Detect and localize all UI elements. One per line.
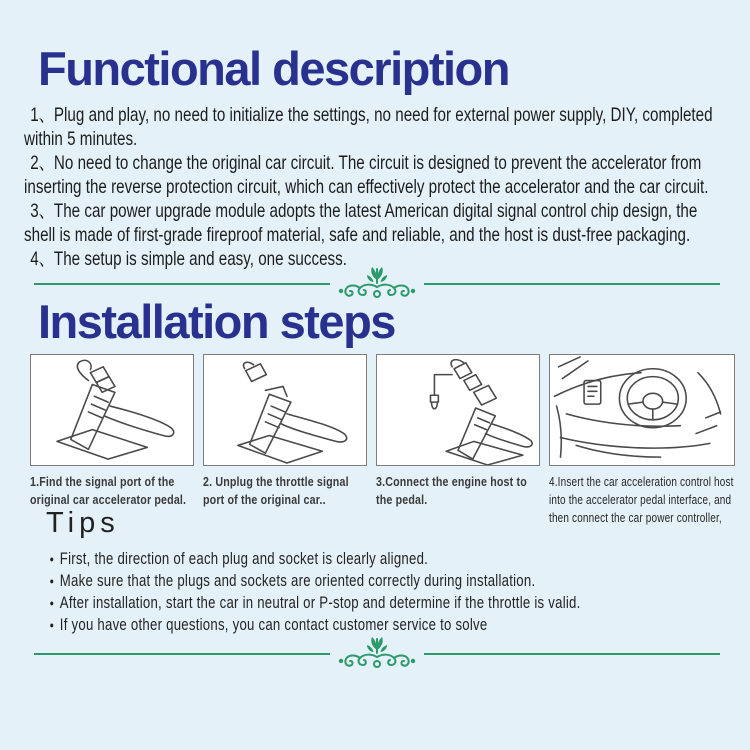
installation-steps-title: Installation steps <box>38 294 395 348</box>
bullet-icon: ● <box>49 598 55 609</box>
car-interior-illustration <box>549 354 735 466</box>
tip-item-2 <box>50 571 738 593</box>
installation-step-4 <box>549 354 735 525</box>
functional-point-4: 4、The setup is simple and easy, one success. <box>30 247 347 270</box>
floral-flourish-icon <box>327 637 427 671</box>
step-2-caption: 2. Unplug the throttle signal port of the original car.. <box>203 473 349 508</box>
bullet-icon: ● <box>49 620 55 631</box>
tip-text: After installation, start the car in neutral or P-stop and determine if the throttle is valid. <box>59 594 581 613</box>
step-1-caption: 1.Find the signal port of the original car accelerator pedal. <box>30 473 187 508</box>
functional-point-3: 3、The car power upgrade module adopts the latest American digital signal control chip design, the shell is made of first-grade fireproof material, safe and reliable, and the host is dust-free packaging. <box>24 199 698 246</box>
accelerator-pedal-illustration <box>30 354 194 466</box>
tip-text: First, the direction of each plug and socket is clearly aligned. <box>59 550 429 569</box>
tips-title: Tips <box>46 506 120 539</box>
engine-host-connected-illustration <box>376 354 540 466</box>
functional-point-2: 2、No need to change the original car circuit. The circuit is designed to prevent the accelerator from inserting the reverse protection circuit, which can effectively protect the accelerator and the car circuit. <box>24 151 709 198</box>
step-3-caption: 3.Connect the engine host to the pedal. <box>376 473 527 508</box>
unplugged-connector-illustration <box>203 354 367 466</box>
divider-line <box>424 653 720 655</box>
tip-item-1 <box>50 549 738 571</box>
divider-line <box>424 283 720 285</box>
section-divider-top <box>34 271 720 297</box>
installation-step-3 <box>376 354 540 508</box>
divider-line <box>34 653 330 655</box>
bullet-icon: ● <box>49 554 55 565</box>
tips-list <box>0 549 738 637</box>
functional-points <box>24 103 726 271</box>
section-divider-bottom <box>34 641 720 667</box>
tip-text: If you have other questions, you can contact customer service to solve <box>59 616 488 635</box>
divider-line <box>34 283 330 285</box>
functional-description-title: Functional description <box>38 42 509 95</box>
installation-step-2 <box>203 354 367 508</box>
tip-item-4 <box>50 615 738 637</box>
tip-text: Make sure that the plugs and sockets are oriented correctly during installation. <box>59 572 536 591</box>
bullet-icon: ● <box>49 576 55 587</box>
installation-step-1 <box>30 354 194 508</box>
functional-point-1: 1、Plug and play, no need to initialize the settings, no need for external power supply, DIY, completed within 5 minutes. <box>24 103 713 150</box>
step-4-caption: 4.Insert the car acceleration control host into the accelerator pedal interface, and then connect the car power controller, <box>549 474 734 525</box>
tip-item-3 <box>50 593 738 615</box>
